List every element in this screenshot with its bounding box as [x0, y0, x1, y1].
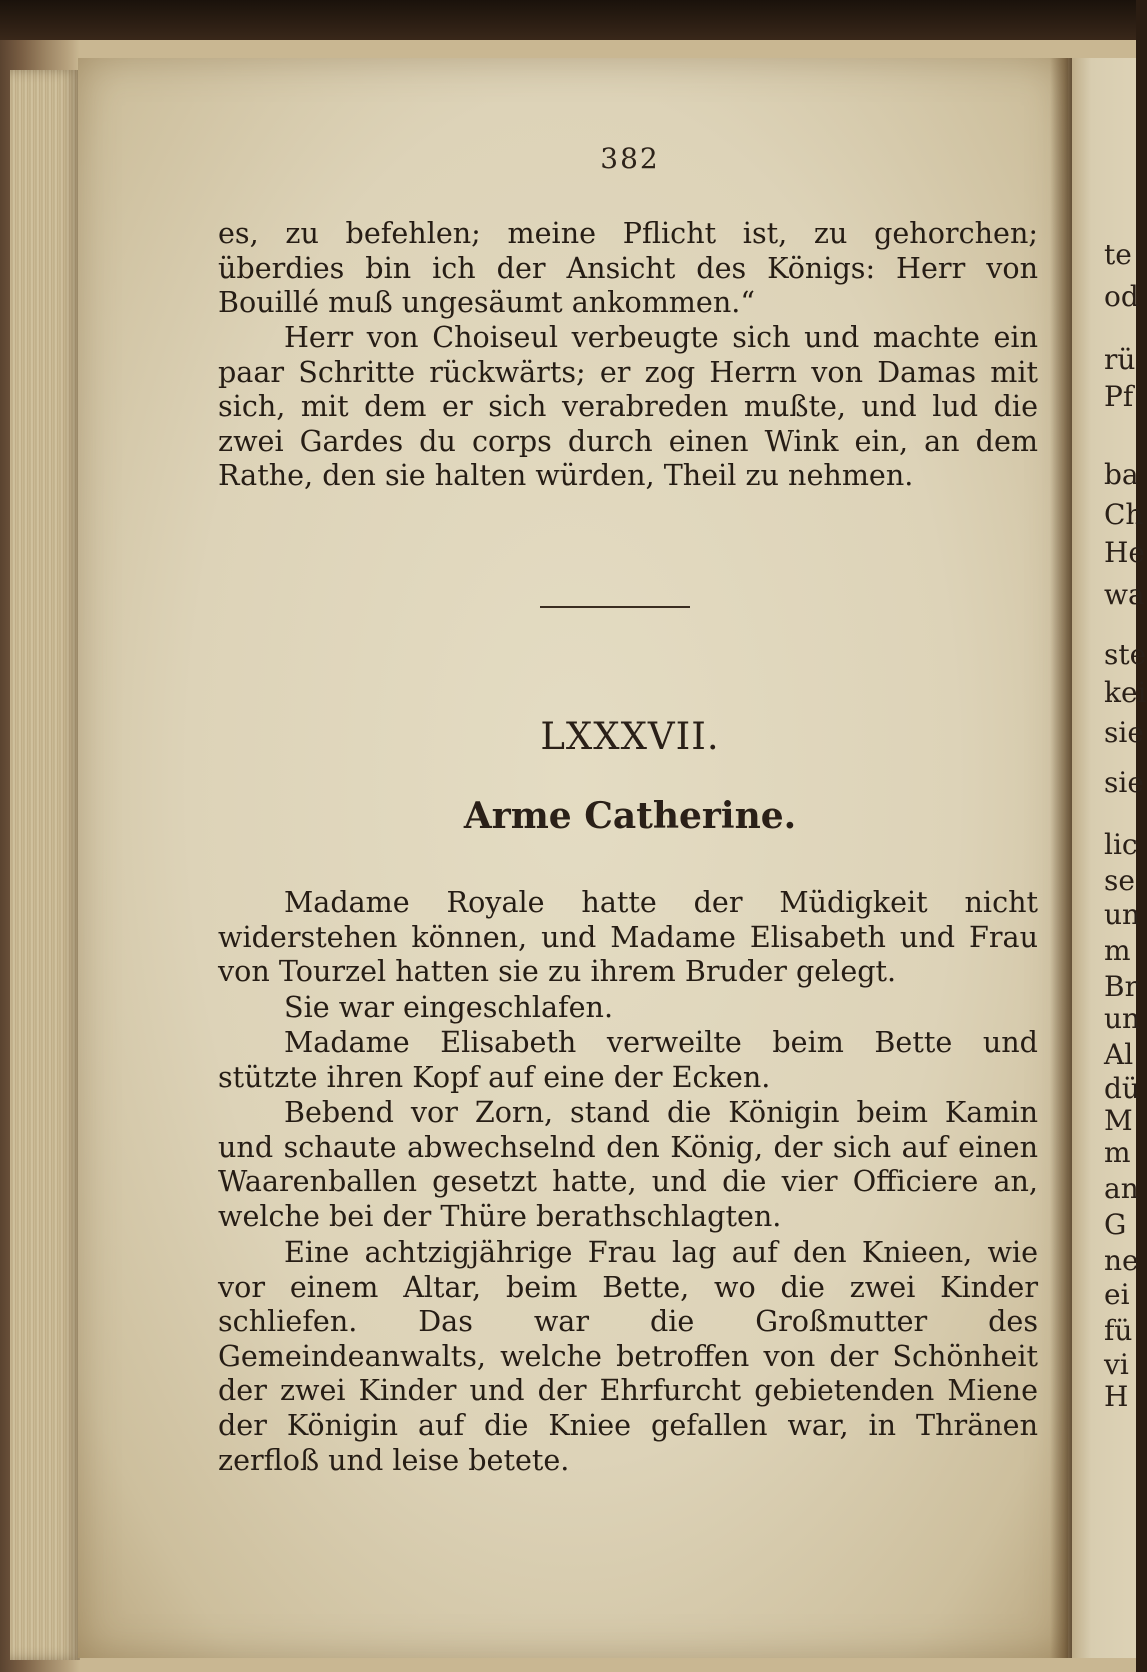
facing-page-fragment: He — [1104, 536, 1145, 569]
paragraph: Madame Elisabeth verweilte beim Bette und stützte ihren Kopf auf eine der Ecken. — [218, 1025, 1038, 1094]
facing-page-fragment: Ch — [1104, 498, 1144, 531]
facing-page-fragment: un — [1104, 898, 1141, 931]
facing-page-fragment: kei — [1104, 676, 1147, 709]
facing-page-fragment: Br — [1104, 970, 1138, 1003]
facing-page-fragment: M — [1104, 1104, 1133, 1137]
facing-page-fragment: un — [1104, 1002, 1141, 1035]
paragraph: Bebend vor Zorn, stand die Königin beim Kamin und schaute abwechselnd den König, der sich auf einen Waarenballen gesetzt hatte, und die vier Officiere an, welche bei der Thüre berathschlagten. — [218, 1095, 1038, 1233]
facing-page-fragment: rü — [1104, 343, 1136, 376]
facing-page-fragment: sie — [1104, 716, 1144, 749]
facing-page-fragment: od — [1104, 280, 1139, 313]
facing-page-fragment: ei — [1104, 1278, 1130, 1311]
facing-page-fragment: wa — [1104, 578, 1145, 611]
facing-page-fragment: m — [1104, 934, 1131, 967]
page-number: 382 — [600, 142, 660, 175]
facing-page-fragment: ba — [1104, 458, 1139, 491]
paragraph: Madame Royale hatte der Müdigkeit nicht widerstehen können, und Madame Elisabeth und Frau von Tourzel hatten sie zu ihrem Bruder gelegt. — [218, 885, 1038, 989]
facing-page-fragment: lic — [1104, 828, 1138, 861]
facing-page-fragment: m — [1104, 1136, 1131, 1169]
facing-page-fragment: G — [1104, 1208, 1127, 1241]
facing-page-fragment: Al — [1104, 1038, 1134, 1071]
facing-page-fragment: dü — [1104, 1072, 1140, 1105]
paragraph: es, zu befehlen; meine Pflicht ist, zu gehorchen; überdies bin ich der Ansicht des Königs: Herr von Bouillé muß ungesäumt ankommen.“ — [218, 216, 1038, 320]
facing-page-fragment: Pf — [1104, 380, 1134, 413]
facing-page-fragment: H — [1104, 1380, 1129, 1413]
paragraph: Herr von Choiseul verbeugte sich und machte ein paar Schritte rückwärts; er zog Herrn von Damas mit sich, mit dem er sich verabreden mußte, und lud die zwei Gardes du corps durch einen Wink ein, an dem Rathe, den sie halten würden, Theil zu nehmen. — [218, 320, 1038, 493]
chapter-number: LXXXVII. — [540, 715, 720, 758]
facing-page-fragment: vi — [1104, 1348, 1129, 1381]
paragraph: Eine achtzigjährige Frau lag auf den Knieen, wie vor einem Altar, beim Bette, wo die zwei Kinder schliefen. Das war die Großmutter des Gemeindeanwalts, welche betroffen von der Schönheit der zwei Kinder und der Ehrfurcht gebietenden Miene der Königin auf die Kniee gefallen war, in Thränen zerfloß und leise betete. — [218, 1235, 1038, 1477]
paragraph: Sie war eingeschlafen. — [284, 990, 614, 1024]
facing-page-fragment: sie — [1104, 766, 1144, 799]
facing-page — [1072, 58, 1147, 1658]
facing-page-fragment: se — [1104, 864, 1135, 897]
facing-page-fragment: ste — [1104, 638, 1147, 671]
facing-page-fragment: fü — [1104, 1314, 1133, 1347]
book-gutter — [1050, 58, 1074, 1658]
page-edges — [10, 70, 80, 1660]
section-divider — [540, 606, 690, 608]
facing-page-fragment: ne — [1104, 1244, 1139, 1277]
chapter-title: Arme Catherine. — [463, 795, 797, 837]
facing-page-fragment: te — [1104, 238, 1132, 271]
facing-page-fragment: an — [1104, 1172, 1139, 1205]
